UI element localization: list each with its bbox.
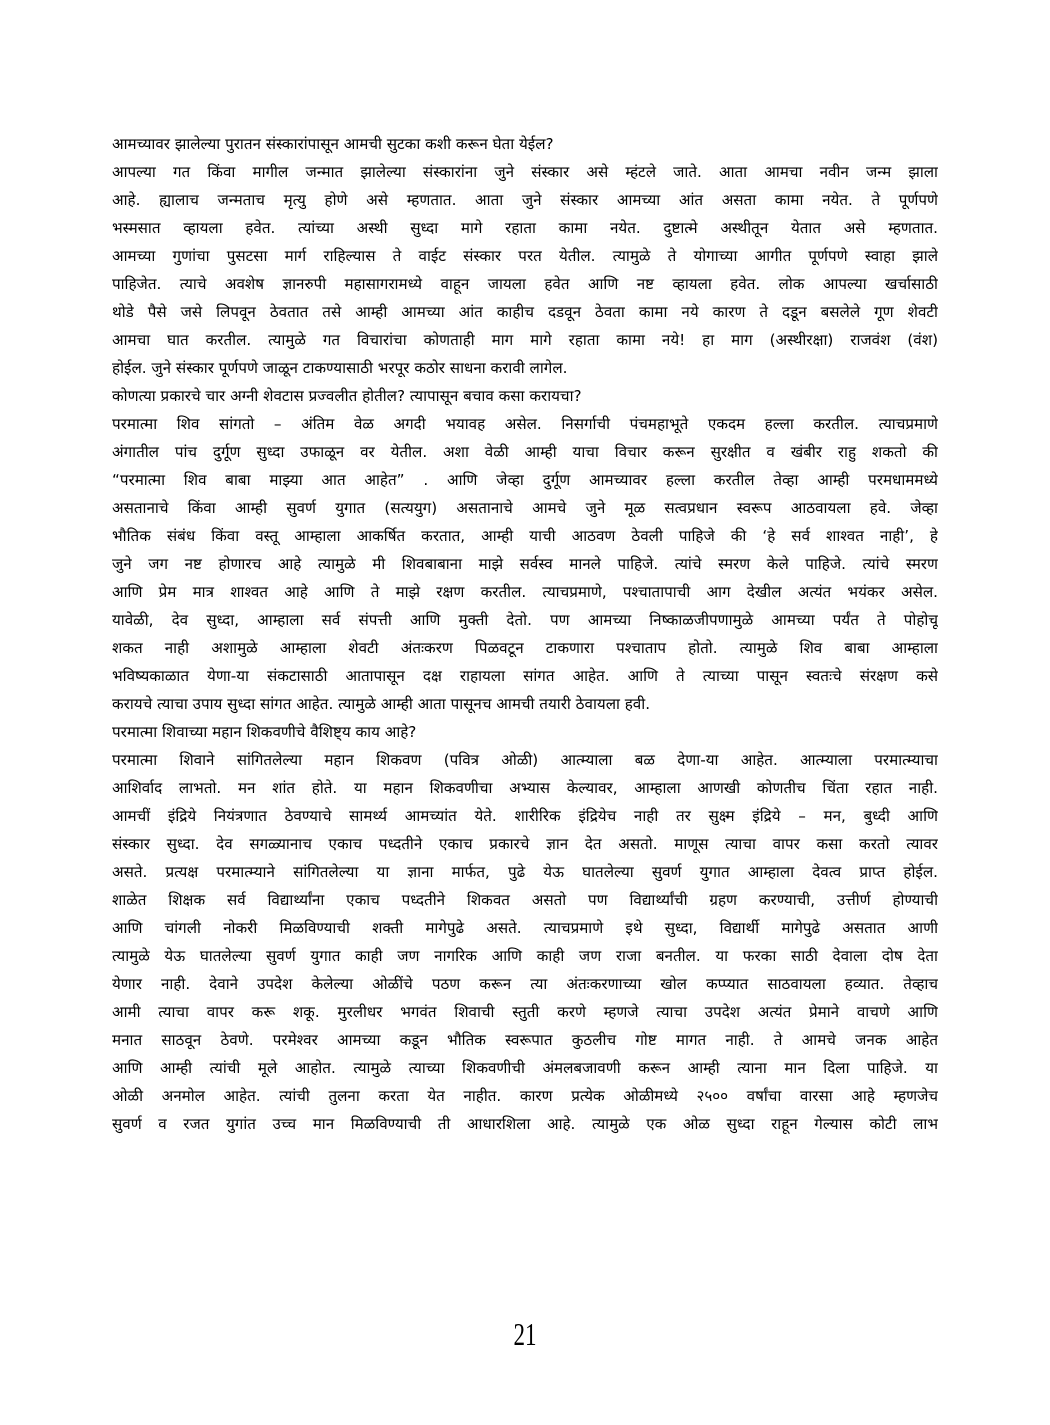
text-line: भौतिक संबंध किंवा वस्तू आम्हाला आकर्षित करतात, आम्ही याची आठवण ठेवली पाहिजे की ‘हे सर्व शाश्वत नाही’, हे xyxy=(112,527,938,545)
text-line: येणार नाही. देवाने उपदेश केलेल्या ओळींचे पठण करून त्या अंतःकरणाच्या खोल कप्प्यात साठवायला हव्यात. तेव्हाच xyxy=(112,975,938,993)
text-line: परमात्मा शिवाने सांगितलेल्या महान शिकवण (पवित्र ओळी) आत्म्याला बळ देणा-या आहेत. आत्म्याला परमात्म्याचा xyxy=(112,751,938,769)
text-line: होईल. जुने संस्कार पूर्णपणे जाळून टाकण्यासाठी भरपूर कठोर साधना करावी लागेल. xyxy=(112,359,568,377)
text-line: शाळेत शिक्षक सर्व विद्यार्थ्यांना एकाच पध्दतीने शिकवत असतो पण विद्यार्थ्यांची ग्रहण करण्याची, उत्तीर्ण होण्याची xyxy=(112,891,938,909)
document-body xyxy=(112,130,938,1138)
text-line: जुने जग नष्ट होणारच आहे त्यामुळे मी शिवबाबाना माझे सर्वस्व मानले पाहिजे. त्यांचे स्मरण केले पाहिजे. त्यांचे स्मरण xyxy=(112,555,938,573)
text-line: असते. प्रत्यक्ष परमात्म्याने सांगितलेल्या या ज्ञाना मार्फत, पुढे येऊ घातलेल्या सुवर्ण युगात आम्हाला देवत्व प्राप्त होईल. xyxy=(112,863,938,881)
text-line: करायचे त्याचा उपाय सुध्दा सांगत आहेत. त्यामुळे आम्ही आता पासूनच आमची तयारी ठेवायला हवी. xyxy=(112,695,651,713)
text-line: शकत नाही अशामुळे आम्हाला शेवटी अंतःकरण पिळवटून टाकणारा पश्चाताप होतो. त्यामुळे शिव बाबा आम्हाला xyxy=(112,639,938,657)
text-line: आणि आम्ही त्यांची मूले आहोत. त्यामुळे त्याच्या शिकवणीची अंमलबजावणी करून आम्ही त्याना मान दिला पाहिजे. या xyxy=(112,1059,938,1077)
text-line: आपल्या गत किंवा मागील जन्मात झालेल्या संस्कारांना जुने संस्कार असे म्हंटले जाते. आता आमचा नवीन जन्म झाला xyxy=(112,163,938,181)
text-line: त्यामुळे येऊ घातलेल्या सुवर्ण युगात काही जण नागरिक आणि काही जण राजा बनतील. या फरका साठी देवाला दोष देता xyxy=(112,947,938,965)
text-line: सुवर्ण व रजत युगांत उच्च मान मिळविण्याची ती आधारशिला आहे. त्यामुळे एक ओळ सुध्दा राहून गेल्यास कोटी लाभ xyxy=(112,1115,938,1133)
text-line: असतानाचे किंवा आम्ही सुवर्ण युगात (सत्ययुग) असतानाचे आमचे जुने मूळ सत्वप्रधान स्वरूप आठवायला हवे. जेव्हा xyxy=(112,499,938,517)
text-line: भस्मसात व्हायला हवेत. त्यांच्या अस्थी सुध्दा मागे रहाता कामा नयेत. दुष्टात्मे अस्थीतून येतात असे म्हणतात. xyxy=(112,219,938,237)
page-number: 21 xyxy=(513,1316,537,1352)
text-line: आणि प्रेम मात्र शाश्वत आहे आणि ते माझे रक्षण करतील. त्याचप्रमाणे, पश्चातापाची आग देखील अत्यंत भयंकर असेल. xyxy=(112,583,938,601)
text-line: आमचा घात करतील. त्यामुळे गत विचारांचा कोणताही माग मागे रहाता कामा नये! हा माग (अस्थीरक्षा) राजवंश (वंश) xyxy=(112,331,938,349)
text-line: पाहिजेत. त्याचे अवशेष ज्ञानरुपी महासागरामध्ये वाहून जायला हवेत आणि नष्ट व्हायला हवेत. लोक आपल्या खर्चासाठी xyxy=(112,275,938,293)
text-line: भविष्यकाळात येणा-या संकटासाठी आतापासून दक्ष राहायला सांगत आहेत. आणि ते त्याच्या पासून स्वतःचे संरक्षण कसे xyxy=(112,667,938,685)
text-line: परमात्मा शिव सांगतो – अंतिम वेळ अगदी भयावह असेल. निसर्गाची पंचमहाभूते एकदम हल्ला करतील. त्याचप्रमाणे xyxy=(112,415,938,433)
text-line: आणि चांगली नोकरी मिळविण्याची शक्ती मागेपुढे असते. त्याचप्रमाणे इथे सुध्दा, विद्यार्थी मागेपुढे असतात आणी xyxy=(112,919,938,937)
text-line: आमच्यावर झालेल्या पुरातन संस्कारांपासून आमची सुटका कशी करून घेता येईल? xyxy=(112,135,554,153)
text-line: आहे. ह्यालाच जन्मताच मृत्यु होणे असे म्हणतात. आता जुने संस्कार आमच्या आंत असता कामा नयेत. ते पूर्णपणे xyxy=(112,191,938,209)
text-line: संस्कार सुध्दा. देव सगळ्यानाच एकाच पध्दतीने एकाच प्रकारचे ज्ञान देत असतो. माणूस त्याचा वापर कसा करतो त्यावर xyxy=(112,835,938,853)
text-line: आमी त्याचा वापर करू शकू. मुरलीधर भगवंत शिवाची स्तुती करणे म्हणजे त्याचा उपदेश अत्यंत प्रेमाने वाचणे आणि xyxy=(112,1003,938,1021)
text-line: कोणत्या प्रकारचे चार अग्नी शेवटास प्रज्वलीत होतील? त्यापासून बचाव कसा करायचा? xyxy=(112,387,582,405)
text-line: थोडे पैसे जसे लिपवून ठेवतात तसे आम्ही आमच्या आंत काहीच दडवून ठेवता कामा नये कारण ते दडून बसलेले गूण शेवटी xyxy=(112,303,938,321)
text-line: यावेळी, देव सुध्दा, आम्हाला सर्व संपत्ती आणि मुक्ती देतो. पण आमच्या निष्काळजीपणामुळे आमच्या पर्यंत ते पोहोचू xyxy=(112,611,938,629)
text-line: अंगातील पांच दुर्गूण सुध्दा उफाळून वर येतील. अशा वेळी आम्ही याचा विचार करून सुरक्षीत व खंबीर राहु शकतो की xyxy=(112,443,938,461)
text-line: “परमात्मा शिव बाबा माझ्या आत आहेत” . आणि जेव्हा दुर्गूण आमच्यावर हल्ला करतील तेव्हा आम्ही परमधाममध्ये xyxy=(112,471,938,489)
text-line: आशिर्वाद लाभतो. मन शांत होते. या महान शिकवणीचा अभ्यास केल्यावर, आम्हाला आणखी कोणतीच चिंता रहात नाही. xyxy=(112,779,938,797)
text-line: मनात साठवून ठेवणे. परमेश्वर आमच्या कडून भौतिक स्वरूपात कुठलीच गोष्ट मागत नाही. ते आमचे जनक आहेत xyxy=(112,1031,938,1049)
text-line: परमात्मा शिवाच्या महान शिकवणीचे वैशिष्ट्य काय आहे? xyxy=(112,723,417,741)
text-line: आमचीं इंद्रिये नियंत्रणात ठेवण्याचे सामर्थ्य आमच्यांत येते. शारीरिक इंद्रियेच नाही तर सुक्ष्म इंद्रिये – मन, बुध्दी आणि xyxy=(112,807,938,825)
text-line: आमच्या गुणांचा पुसटसा मार्ग राहिल्यास ते वाईट संस्कार परत येतील. त्यामुळे ते योगाच्या आगीत पूर्णपणे स्वाहा झाले xyxy=(112,247,938,265)
text-line: ओळी अनमोल आहेत. त्यांची तुलना करता येत नाहीत. कारण प्रत्येक ओळीमध्ये २५०० वर्षांचा वारसा आहे म्हणजेच xyxy=(112,1087,938,1105)
